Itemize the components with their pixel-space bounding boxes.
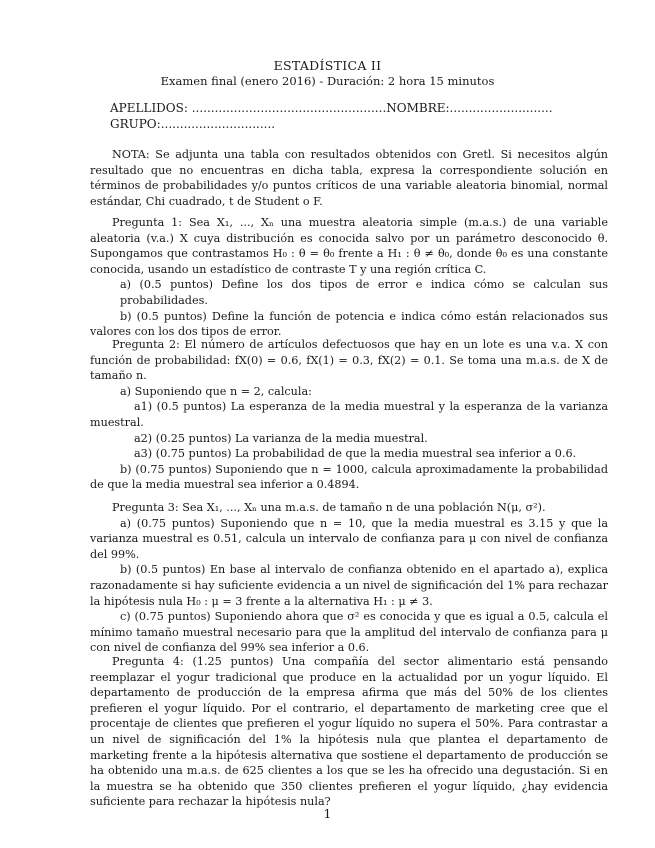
exam-title: ESTADÍSTICA II bbox=[273, 58, 382, 73]
q2-part-a: a) Suponiendo que n = 2, calcula: bbox=[120, 384, 312, 398]
q3-intro: Pregunta 3: Sea X₁, ..., Xₙ una m.a.s. de tamaño n de una población N(μ, σ²). bbox=[112, 501, 546, 514]
note-block bbox=[90, 147, 608, 209]
q3-part-c: c) (0.75 puntos) Suponiendo ahora que σ² es conocida y que es igual a 0.5, calcula el mínimo tamaño muestral necesario para que la amplitud del intervalo de confianza para μ con nivel de confianza del 99% sea inferior a 0.6. bbox=[90, 610, 608, 655]
q2-part-a3: a3) (0.75 puntos) La probabilidad de que la media muestral sea inferior a 0.6. bbox=[134, 447, 577, 461]
page-number: 1 bbox=[323, 806, 332, 821]
q3-part-b: b) (0.5 puntos) En base al intervalo de confianza obtenido en el apartado a), explica razonadamente si hay suficiente evidencia a un nivel de significación del 1% para rechazar la hipótesis nula H₀ : μ = 3 frente a la alternativa H₁ : μ ≠ 3. bbox=[90, 563, 608, 608]
surname-name-field: APELLIDOS: ...................................................NOMBRE:........................... bbox=[110, 101, 553, 115]
q4-text: Pregunta 4: (1.25 puntos) Una compañía del sector alimentario está pensando reemplazar el yogur tradicional que produce en la actualidad por un yogur líquido. El departamento de producción de la empresa afirma que más del 50% de los clientes prefieren el yogur líquido. Por el contrario, el departamento de marketing cree que el procentaje de clientes que prefieren el yogur líquido no supera el 50%. Para contrastar a un nivel de significación del 1% la hipótesis nula que plantea el departamento de marketing frente a la hipótesis alternativa que sostiene el departamento de producción se ha obtenido una m.a.s. de 625 clientes a los que se les ha ofrecido una degustación. Si en la muestra se ha obtenido que 350 clientes prefieren el yogur líquido, ¿hay evidencia suficiente para rechazar la hipótesis nula? bbox=[90, 655, 608, 809]
q2-part-a1: a1) (0.5 puntos) La esperanza de la media muestral y la esperanza de la varianza muestral. bbox=[90, 400, 608, 429]
exam-subtitle: Examen final (enero 2016) - Duración: 2 hora 15 minutos bbox=[160, 74, 495, 88]
group-field: GRUPO:.............................. bbox=[110, 117, 276, 131]
q2-intro: Pregunta 2: El número de artículos defectuosos que hay en un lote es una v.a. X con función de probabilidad: fX(0) = 0.6, fX(1) = 0.3, fX(2) = 0.1. Se toma una m.a.s. de X de tamaño n. bbox=[90, 338, 608, 383]
q1-part-a: a) (0.5 puntos) Define los dos tipos de error e indica cómo se calculan sus probabilidades. bbox=[120, 278, 608, 307]
q1-part-b: b) (0.5 puntos) Define la función de potencia e indica cómo están relacionados sus valores con los dos tipos de error. bbox=[90, 309, 608, 339]
q2-part-a2: a2) (0.25 puntos) La varianza de la media muestral. bbox=[134, 431, 428, 445]
question-3 bbox=[90, 500, 608, 656]
q3-part-a: a) (0.75 puntos) Suponiendo que n = 10, que la media muestral es 3.15 y que la varianza muestral es 0.51, calcula un intervalo de confianza para μ con nivel de confianza del 99%. bbox=[90, 516, 608, 561]
note-text: NOTA: Se adjunta una tabla con resultados obtenidos con Gretl. Si necesitos algún resultado que no encuentras en dicha tabla, expresa la correspondiente solución en términos de probabilidades y/o puntos críticos de una variable aleatoria binomial, normal estándar, Chi cuadrado, t de Student o F. bbox=[90, 148, 608, 208]
q2-part-b: b) (0.75 puntos) Suponiendo que n = 1000, calcula aproximadamente la probabilidad de que la media muestral sea inferior a 0.4894. bbox=[90, 462, 608, 492]
question-1 bbox=[90, 215, 608, 340]
q1-intro: Pregunta 1: Sea X₁, ..., Xₙ una muestra aleatoria simple (m.a.s.) de una variable aleatoria (v.a.) X cuya distribución es conocida salvo por un parámetro desconocido θ. Supongamos que contrastamos H₀ : θ = θ₀ frente a H₁ : θ ≠ θ₀, donde θ₀ es una constante conocida, usando un estadístico de contraste T y una región crítica C. bbox=[90, 216, 608, 276]
question-4 bbox=[90, 654, 608, 810]
question-2 bbox=[90, 337, 608, 493]
